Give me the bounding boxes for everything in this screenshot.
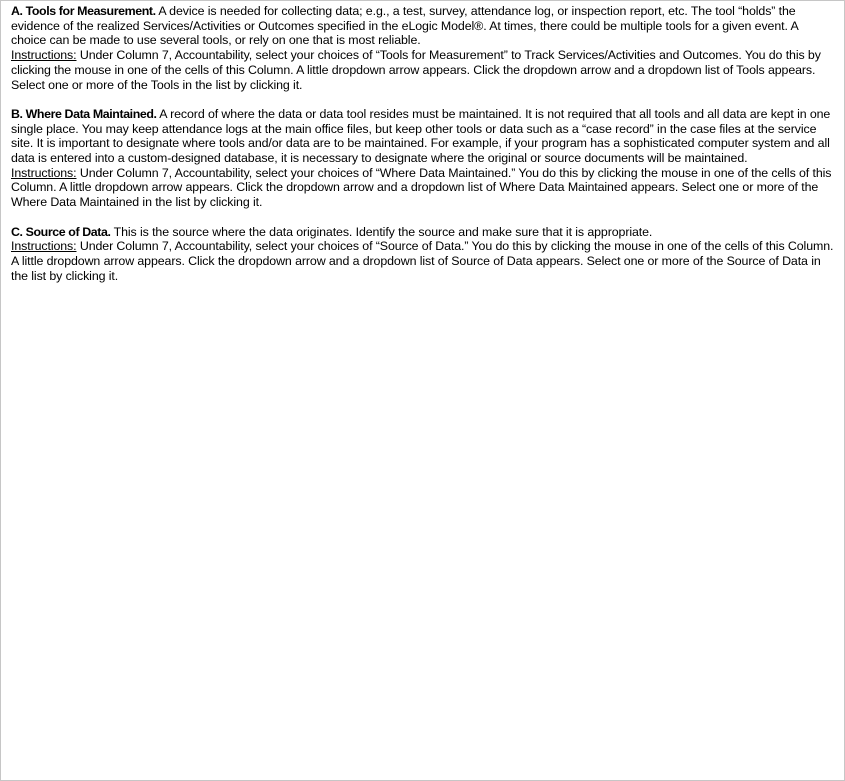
section-where-data-maintained xyxy=(11,107,835,210)
instructions-text: Under Column 7, Accountability, select your choices of “Tools for Measurement” to Track Services/Activities and Outcomes. You do this by clicking the mouse in one of the cells of this Column. A little dropdown arrow appears. Click the dropdown arrow and a dropdown list of Tools appears. Select one or more of the Tools in the list by clicking it. xyxy=(11,48,821,92)
section-heading: C. Source of Data. xyxy=(11,224,111,239)
instructions-label: Instructions: xyxy=(11,48,77,63)
instructions-label: Instructions: xyxy=(11,165,77,180)
section-paragraph xyxy=(11,4,835,48)
section-body-text: A device is needed for collecting data; e.g., a test, survey, attendance log, or inspection report, etc. The tool “holds” the evidence of the realized Services/Activities or Outcomes specified in the eLogic Model®. At times, there could be multiple tools for a given event. A choice can be made to use several tools, or rely on one that is most reliable. xyxy=(11,4,798,48)
instructions-text: Under Column 7, Accountability, select your choices of “Source of Data.” You do this by clicking the mouse in one of the cells of this Column. A little dropdown arrow appears. Click the dropdown arrow and a dropdown list of Source of Data appears. Select one or more of the Source of Data in the list by clicking it. xyxy=(11,239,834,283)
section-source-of-data xyxy=(11,225,835,284)
instructions-paragraph xyxy=(11,48,835,92)
document-body xyxy=(11,4,835,298)
section-tools-for-measurement xyxy=(11,4,835,92)
section-body-text: This is the source where the data originates. Identify the source and make sure that it is appropriate. xyxy=(110,224,653,239)
instructions-text: Under Column 7, Accountability, select your choices of “Where Data Maintained.” You do this by clicking the mouse in one of the cells of this Column. A little dropdown arrow appears. Click the dropdown arrow and a dropdown list of Where Data Maintained appears. Select one or more of the Where Data Maintained in the list by clicking it. xyxy=(11,165,832,210)
instructions-label: Instructions: xyxy=(11,239,77,254)
section-heading: B. Where Data Maintained. xyxy=(11,106,157,121)
instructions-paragraph xyxy=(11,239,835,283)
section-body-text: A record of where the data or data tool resides must be maintained. It is not required that all tools and all data are kept in one single place. You may keep attendance logs at the main office files, but keep other tools or data such as a “case record” in the case files at the service site. It is important to designate where tools and/or data are to be maintained. For example, if your program has a sophisticated computer system and all data is entered into a custom-designed database, it is necessary to designate where the original or source documents will be maintained. xyxy=(11,106,831,166)
section-paragraph xyxy=(11,225,835,240)
instructions-paragraph xyxy=(11,166,835,210)
section-heading: A. Tools for Measurement. xyxy=(11,4,156,18)
section-paragraph xyxy=(11,107,835,166)
